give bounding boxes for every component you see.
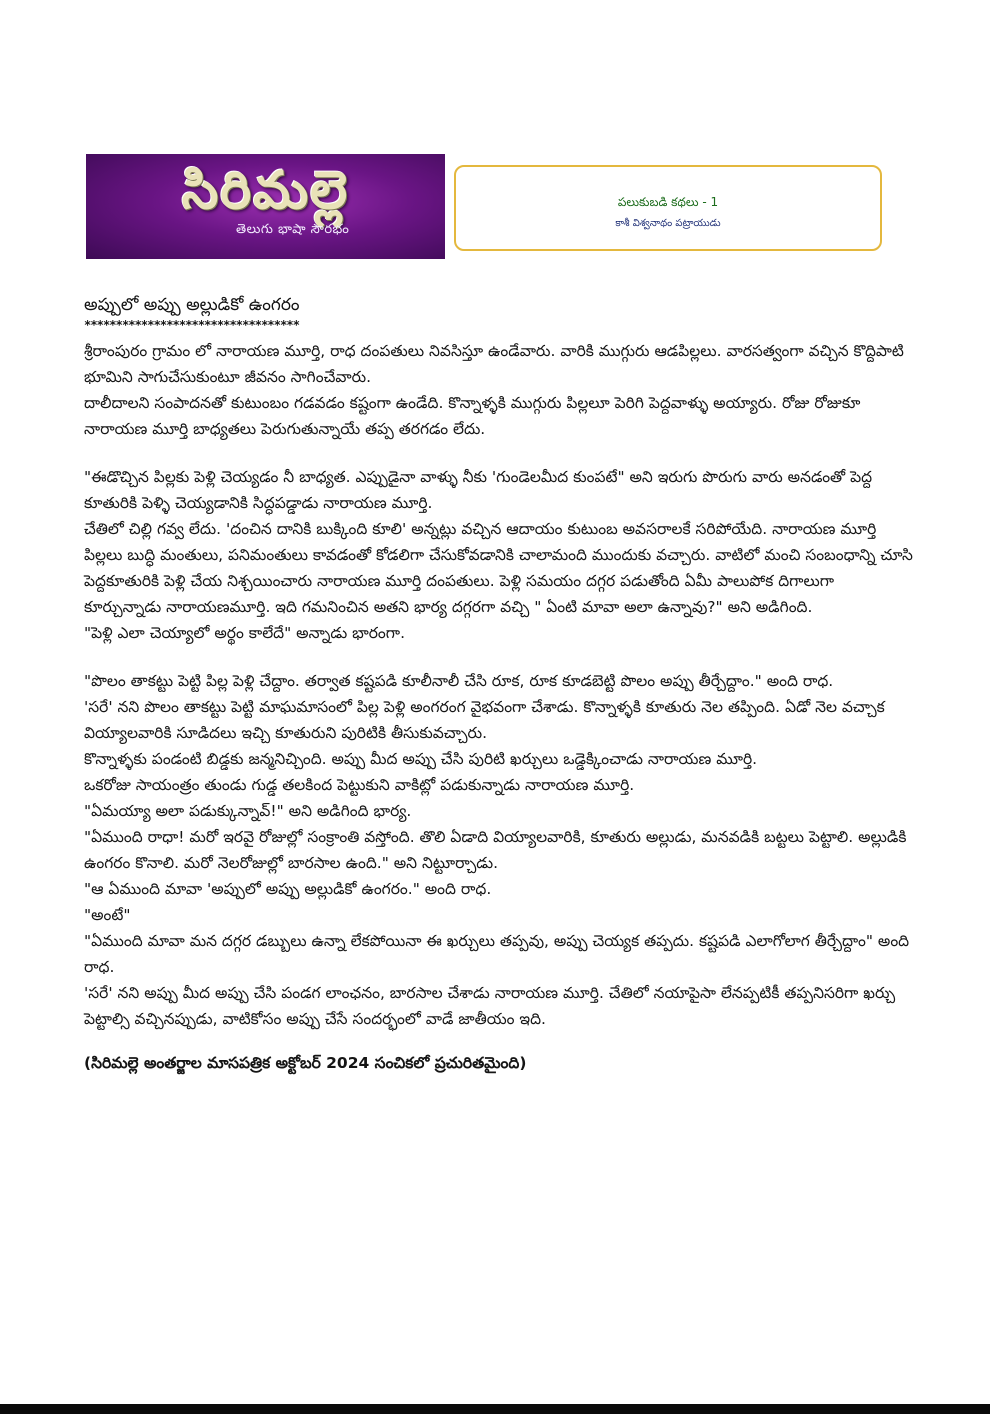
publication-note: (సిరిమల్లె అంతర్జాల మాసపత్రిక అక్టోబర్ 2024 సంచికలో ప్రచురితమైంది): [84, 1054, 527, 1072]
title-separator: **********************************: [84, 318, 300, 332]
series-info-box: [454, 165, 882, 251]
sirimalle-logo-banner: [86, 154, 445, 259]
paragraph-gap: [84, 442, 914, 464]
paragraph: 'సరే' నని పొలం తాకట్టు పెట్టి మాఘమాసంలో పిల్ల పెళ్లి అంగరంగ వైభవంగా చేశాడు. కొన్నాళ్ళకి కూతురు నెల తప్పింది. ఏడో నెల వచ్చాక వియ్యాలవారికి సూడిదలు ఇచ్చి కూతురుని పురిటికి తీసుకువచ్చారు.: [84, 698, 885, 742]
article-body: [84, 292, 914, 1076]
paragraph: "అంటే": [84, 906, 131, 924]
paragraph: "ఈడొచ్చిన పిల్లకు పెళ్లి చెయ్యడం నీ బాధ్యత. ఎప్పుడైనా వాళ్ళు నీకు 'గుండెలమీద కుంపటే" అని ఇరుగు పొరుగు వారు అనడంతో పెద్ద కూతురికి పెళ్ళి చెయ్యడానికి సిద్ధపడ్డాడు నారాయణ మూర్తి.: [84, 468, 873, 512]
paragraph: ఒకరోజు సాయంత్రం తుండు గుడ్డ తలకింద పెట్టుకుని వాకిట్లో పడుకున్నాడు నారాయణ మూర్తి.: [84, 776, 635, 794]
paragraph-gap: [84, 646, 914, 668]
logo-subtitle: తెలుగు భాషా సౌరభం: [236, 222, 350, 237]
series-label: పలుకుబడి కథలు - 1: [617, 195, 719, 209]
paragraph: "ఏముంది రాధా! మరో ఇరవై రోజుల్లో సంక్రాంతి వస్తోంది. తొలి ఏడాది వియ్యాలవారికి, కూతురు అల్లుడు, మనవడికి బట్టలు పెట్టాలి. అల్లుడికి ఉంగరం కొనాలి. మరో నెలరోజుల్లో బారసాల ఉంది." అని నిట్టూర్చాడు.: [84, 828, 907, 872]
bottom-bar: [0, 1404, 990, 1414]
paragraph: కొన్నాళ్ళకు పండంటి బిడ్డకు జన్మనిచ్చింది. అప్పు మీద అప్పు చేసి పురిటి ఖర్చులు ఒడ్డెక్కించాడు నారాయణ మూర్తి.: [84, 750, 758, 768]
paragraph: "ఆ ఏముంది మావా 'అప్పులో అప్పు అల్లుడికో ఉంగరం." అంది రాధ.: [84, 880, 492, 898]
paragraph: 'సరే' నని అప్పు మీద అప్పు చేసి పండగ లాంఛనం, బారసాల చేశాడు నారాయణ మూర్తి. చేతిలో నయాపైసా లేనప్పటికీ తప్పనిసరిగా ఖర్చు పెట్టాల్సి వచ్చినప్పుడు, వాటికోసం అప్పు చేసే సందర్భంలో వాడే జాతీయం ఇది.: [84, 984, 896, 1028]
paragraph: "పొలం తాకట్టు పెట్టి పిల్ల పెళ్లి చేద్దాం. తర్వాత కష్టపడి కూలీనాలీ చేసి రూక, రూక కూడబెట్టి పొలం అప్పు తీర్చేద్దాం." అంది రాధ.: [84, 672, 834, 690]
author-name: కాశీ విశ్వనాథం పట్రాయుడు: [615, 218, 721, 229]
paragraph: "పెళ్లి ఎలా చెయ్యాలో అర్థం కాలేదే" అన్నాడు భారంగా.: [84, 624, 405, 642]
logo-title: సిరిమల్లె: [181, 160, 350, 221]
paragraph: చేతిలో చిల్లి గవ్వ లేదు. 'దంచిన దానికి బుక్కింది కూలి' అన్నట్లు వచ్చిన ఆదాయం కుటుంబ అవసరాలకే సరిపోయేది. నారాయణ మూర్తి పిల్లలు బుద్ధి మంతులు, పనిమంతులు కావడంతో కోడలిగా చేసుకోవడానికి చాలామంది ముందుకు వచ్చారు. వాటిలో మంచి సంబంధాన్ని చూసి పెద్దకూతురికి పెళ్లి చేయ నిశ్చయించారు నారాయణ మూర్తి దంపతులు. పెళ్లి సమయం దగ్గర పడుతోంది ఏమీ పాలుపోక దిగాలుగా కూర్చున్నాడు నారాయణమూర్తి. ఇది గమనించిన అతని భార్య దగ్గరగా వచ్చి " ఏంటి మావా అలా ఉన్నావు?" అని అడిగింది.: [84, 520, 913, 616]
story-title: అప్పులో అప్పు అల్లుడికో ఉంగరం: [84, 295, 300, 315]
paragraph: శ్రీరాంపురం గ్రామం లో నారాయణ మూర్తి, రాధ దంపతులు నివసిస్తూ ఉండేవారు. వారికి ముగ్గురు ఆడపిల్లలు. వారసత్వంగా వచ్చిన కొద్దిపాటి భూమిని సాగుచేసుకుంటూ జీవనం సాగించేవారు.: [84, 342, 904, 386]
paragraph: దాలీదాలని సంపాదనతో కుటుంబం గడవడం కష్టంగా ఉండేది. కొన్నాళ్ళకి ముగ్గురు పిల్లలూ పెరిగి పెద్దవాళ్ళు అయ్యారు. రోజు రోజుకూ నారాయణ మూర్తి బాధ్యతలు పెరుగుతున్నాయే తప్ప తరగడం లేదు.: [84, 394, 861, 438]
paragraph: "ఏమయ్యా అలా పడుక్కున్నావ్!" అని అడిగింది భార్య.: [84, 802, 412, 820]
paragraph: "ఏముంది మావా మన దగ్గర డబ్బులు ఉన్నా లేకపోయినా ఈ ఖర్చులు తప్పవు, అప్పు చెయ్యక తప్పదు. కష్టపడి ఎలాగోలాగ తీర్చేద్దాం" అంది రాధ.: [84, 932, 910, 976]
